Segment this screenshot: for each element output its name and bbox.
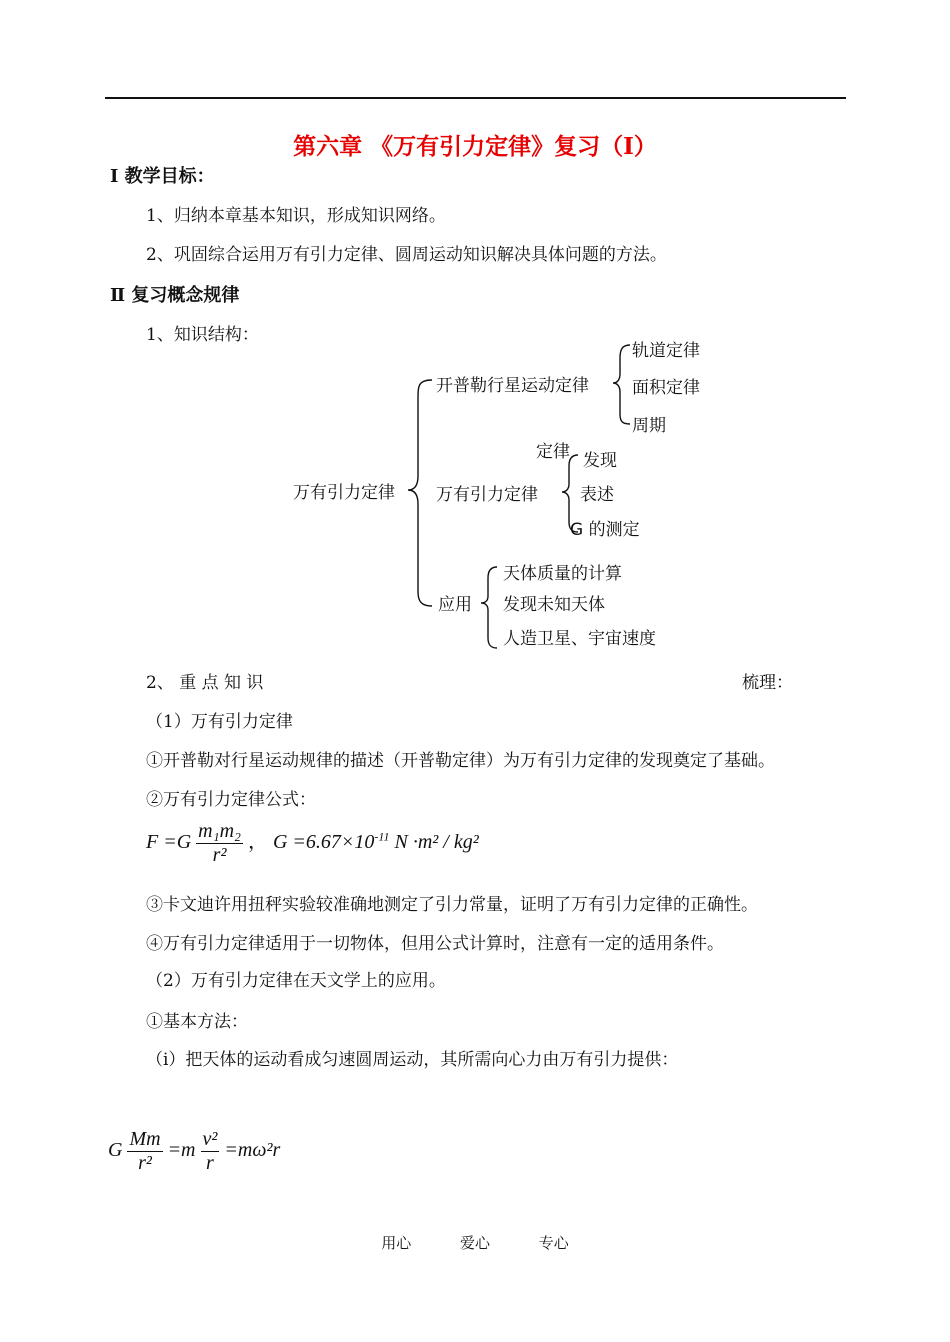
map-apply: 应用 (438, 595, 472, 615)
gravitation-formula: F =G $\frac{\text{m₁m₂}}{\text{r²}}$ ， $G =6.67\times 10^{-11}$ N ·m² / kg² (146, 820, 479, 866)
map-kepler-child-2: 面积定律 (632, 378, 700, 398)
goal-item-2: 2、巩固综合运用万有引力定律、圆周运动知识解决具体问题的方法。 (146, 245, 667, 265)
map-law-child-2: 表述 (580, 485, 614, 505)
constant-unit: N ·m² / kg² (394, 831, 479, 854)
point-3: ③卡文迪许用扭秤实验较准确地测定了引力常量，证明了万有引力定律的正确性。 (146, 895, 758, 915)
point-4: ④万有引力定律适用于一切物体，但用公式计算时，注意有一定的适用条件。 (146, 934, 724, 954)
subheading-2: （2）万有引力定律在天文学上的应用。 (146, 971, 446, 991)
root-brace (408, 380, 432, 606)
section2-heading: Ⅱ 复习概念规律 (110, 285, 240, 306)
map-apply-child-1: 天体质量的计算 (503, 564, 622, 584)
centripetal-formula: G $\frac{Mm}{\text{r²}}$ =m $\frac{\text{v²}}{r}$ =mω²r (108, 1128, 281, 1174)
map-root: 万有引力定律 (293, 483, 395, 503)
map-apply-child-2: 发现未知天体 (503, 595, 605, 615)
key-knowledge-label: 2、 重 点 知 识 (146, 673, 264, 693)
map-apply-child-3: 人造卫星、宇宙速度 (503, 629, 656, 649)
map-kepler: 开普勒行星运动定律 (436, 376, 589, 396)
method-label: ①基本方法： (146, 1012, 248, 1032)
method-i: （i）把天体的运动看成匀速圆周运动，其所需向心力由万有引力提供： (146, 1050, 679, 1070)
page-title: 第六章 《万有引力定律》复习（Ⅰ） (293, 133, 657, 160)
map-law: 万有引力定律 (436, 485, 538, 505)
goal-item-1: 1、归纳本章基本知识，形成知识网络。 (146, 206, 446, 226)
header-rule (105, 97, 846, 99)
apply-brace (481, 567, 497, 648)
map-kepler-child-1: 轨道定律 (632, 341, 700, 361)
map-law-child-3: G 的测定 (570, 520, 640, 540)
formula2-fraction-2: $\frac{\text{v²}}{r}$ (202, 1128, 218, 1174)
key-knowledge-label-end: 梳理： (742, 673, 793, 693)
page-footer: 用心 爱心 专心 (381, 1234, 569, 1252)
section1-heading: Ⅰ 教学目标： (110, 166, 215, 187)
structure-label: 1、知识结构： (146, 325, 259, 345)
point-2: ②万有引力定律公式： (146, 790, 316, 810)
subheading-1: （1）万有引力定律 (146, 712, 293, 732)
formula-fraction: $\frac{\text{m₁m₂}}{\text{r²}}$ (198, 820, 241, 866)
point-1: ①开普勒对行星运动规律的描述（开普勒定律）为万有引力定律的发现奠定了基础。 (146, 751, 775, 771)
map-law-child-1: 发现 (583, 451, 617, 471)
gravitational-constant: G =6.67×10 (272, 831, 375, 854)
kepler-brace (613, 345, 630, 424)
map-kepler-child-3: 周期 (632, 416, 666, 436)
map-law-top: 定律 (536, 442, 570, 462)
formula2-fraction-1: $\frac{Mm}{\text{r²}}$ (129, 1128, 161, 1174)
